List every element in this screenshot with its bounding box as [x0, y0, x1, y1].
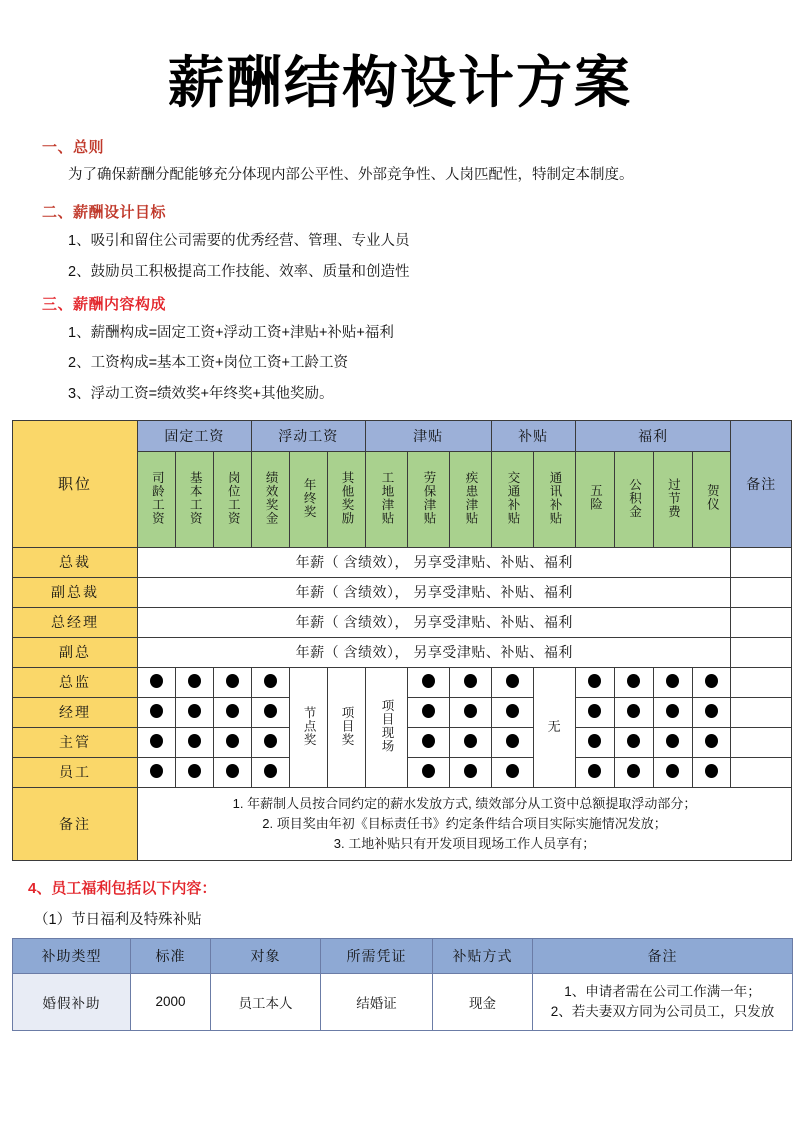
benefit-remark-0: [533, 973, 793, 1030]
filled-dot-icon: [588, 734, 601, 748]
salary-cell-员工-基本工资: [175, 757, 213, 787]
salary-cell-员工-绩效奖金: [251, 757, 289, 787]
filled-dot-icon: [188, 764, 201, 778]
salary-cell-主管-司龄工资: [138, 727, 176, 757]
filled-dot-icon: [150, 734, 163, 748]
salary-column-header-3: [251, 451, 289, 547]
salary-cell-经理-交通补贴: [491, 697, 533, 727]
salary-group-header-1: 浮动工资: [251, 420, 365, 451]
salary-group-header-2: 津贴: [365, 420, 491, 451]
filled-dot-icon: [588, 704, 601, 718]
salary-merged-label-其他奖励: 项目奖: [340, 705, 354, 747]
salary-cell-总监-过节费: [653, 667, 692, 697]
filled-dot-icon: [226, 704, 239, 718]
filled-dot-icon: [666, 734, 679, 748]
filled-dot-icon: [264, 674, 277, 688]
salary-cell-主管-疾患津贴: [449, 727, 491, 757]
salary-cell-总监-交通补贴: [491, 667, 533, 697]
filled-dot-icon: [264, 764, 277, 778]
salary-remark-cell-1: [731, 577, 792, 607]
benefit-type-0: 婚假补助: [13, 973, 131, 1030]
table-row: [13, 973, 793, 1030]
filled-dot-icon: [464, 734, 477, 748]
filled-dot-icon: [506, 674, 519, 688]
salary-column-label-13: 过节费: [666, 477, 681, 519]
filled-dot-icon: [464, 674, 477, 688]
salary-cell-总监-贺仪: [692, 667, 731, 697]
salary-column-label-7: 劳保津贴: [421, 470, 436, 525]
holiday-benefit-table: [12, 938, 793, 1031]
benefit-column-header-4: 补贴方式: [433, 938, 533, 973]
salary-annual-text-0: 年薪（ 含绩效）， 另享受津贴、补贴、福利: [138, 547, 731, 577]
salary-merged-cell-年终奖: [289, 667, 327, 787]
salary-remark-cell-员工: [731, 757, 792, 787]
salary-column-header-10: [533, 451, 575, 547]
salary-cell-经理-公积金: [614, 697, 653, 727]
salary-column-header-1: [175, 451, 213, 547]
salary-note-1: 1. 年薪制人员按合同约定的薪水发放方式, 绩效部分从工资中总额提取浮动部分；: [232, 795, 697, 811]
benefit-target-0: 员工本人: [211, 973, 321, 1030]
salary-column-header-5: [327, 451, 365, 547]
page-title: 薪酬结构设计方案: [168, 51, 632, 116]
filled-dot-icon: [188, 674, 201, 688]
salary-cell-员工-疾患津贴: [449, 757, 491, 787]
table-row: [13, 667, 792, 697]
salary-cell-员工-贺仪: [692, 757, 731, 787]
salary-structure-table: [12, 420, 792, 861]
salary-column-label-8: 疾患津贴: [464, 470, 479, 525]
salary-cell-员工-五险: [575, 757, 614, 787]
salary-cell-总监-劳保津贴: [407, 667, 449, 697]
filled-dot-icon: [464, 704, 477, 718]
salary-column-label-10: 通讯补贴: [548, 470, 563, 525]
benefit-method-0: 现金: [433, 973, 533, 1030]
salary-cell-主管-公积金: [614, 727, 653, 757]
salary-column-label-6: 工地津贴: [379, 470, 394, 525]
filled-dot-icon: [627, 674, 640, 688]
benefit-section-heading: 4、员工福利包括以下内容：: [28, 879, 217, 897]
salary-column-label-2: 岗位工资: [226, 470, 241, 525]
filled-dot-icon: [422, 704, 435, 718]
benefit-column-header-2: 对象: [211, 938, 321, 973]
filled-dot-icon: [506, 764, 519, 778]
salary-note-3: 3. 工地补贴只有开发项目现场工作人员享有；: [333, 835, 596, 851]
salary-position-副总: 副总: [13, 637, 138, 667]
salary-cell-主管-劳保津贴: [407, 727, 449, 757]
filled-dot-icon: [226, 734, 239, 748]
salary-position-总裁: 总裁: [13, 547, 138, 577]
salary-cell-经理-岗位工资: [213, 697, 251, 727]
salary-notes-cell: [138, 787, 792, 860]
filled-dot-icon: [188, 734, 201, 748]
salary-cell-经理-贺仪: [692, 697, 731, 727]
salary-cell-经理-劳保津贴: [407, 697, 449, 727]
section-3-paragraph-3: 3、浮动工资=绩效奖+年终奖+其他奖励。: [68, 386, 334, 403]
salary-merged-label-年终奖: 节点奖: [302, 705, 317, 747]
salary-cell-主管-基本工资: [175, 727, 213, 757]
salary-column-header-8: [449, 451, 491, 547]
filled-dot-icon: [226, 764, 239, 778]
salary-column-label-14: 贺仪: [705, 484, 720, 512]
salary-cell-总监-岗位工资: [213, 667, 251, 697]
filled-dot-icon: [506, 704, 519, 718]
filled-dot-icon: [264, 734, 277, 748]
section-2-paragraph-1: 1、吸引和留住公司需要的优秀经营、管理、专业人员: [68, 233, 410, 250]
filled-dot-icon: [666, 674, 679, 688]
filled-dot-icon: [422, 674, 435, 688]
salary-cell-总监-五险: [575, 667, 614, 697]
salary-column-header-14: [692, 451, 731, 547]
section-heading-2: 二、薪酬设计目标: [42, 204, 167, 222]
salary-cell-员工-司龄工资: [138, 757, 176, 787]
benefit-remark-line-2: 2、若夫妻双方同为公司员工，只发放: [550, 1003, 775, 1019]
table-row: [13, 547, 792, 577]
salary-cell-经理-基本工资: [175, 697, 213, 727]
salary-group-header-3: 补贴: [491, 420, 575, 451]
salary-column-label-11: 五险: [588, 484, 603, 512]
table-row: [13, 637, 792, 667]
salary-remark-cell-0: [731, 547, 792, 577]
benefit-subsection-heading: （1）节日福利及特殊补贴: [34, 911, 202, 928]
salary-merged-cell-通讯补贴: 无: [533, 667, 575, 787]
filled-dot-icon: [464, 764, 477, 778]
filled-dot-icon: [588, 764, 601, 778]
filled-dot-icon: [588, 674, 601, 688]
filled-dot-icon: [627, 734, 640, 748]
salary-cell-经理-疾患津贴: [449, 697, 491, 727]
filled-dot-icon: [150, 764, 163, 778]
section-3-paragraph-1: 1、薪酬构成=固定工资+浮动工资+津贴+补贴+福利: [68, 324, 394, 341]
benefit-column-header-5: 备注: [533, 938, 793, 973]
salary-column-header-7: [407, 451, 449, 547]
salary-cell-员工-公积金: [614, 757, 653, 787]
salary-column-label-12: 公积金: [627, 477, 642, 519]
salary-cell-经理-绩效奖金: [251, 697, 289, 727]
salary-column-header-9: [491, 451, 533, 547]
filled-dot-icon: [705, 734, 718, 748]
salary-position-主管: 主管: [13, 727, 138, 757]
salary-cell-主管-绩效奖金: [251, 727, 289, 757]
benefit-column-header-3: 所需凭证: [321, 938, 433, 973]
salary-cell-员工-过节费: [653, 757, 692, 787]
salary-cell-总监-疾患津贴: [449, 667, 491, 697]
salary-merged-label-工地津贴: 项目现场: [379, 698, 394, 753]
section-heading-3: 三、薪酬内容构成: [42, 295, 167, 313]
salary-notes-row: [13, 787, 792, 860]
filled-dot-icon: [150, 704, 163, 718]
benefit-column-header-0: 补助类型: [13, 938, 131, 973]
salary-remark-cell-经理: [731, 697, 792, 727]
filled-dot-icon: [188, 704, 201, 718]
filled-dot-icon: [705, 674, 718, 688]
benefit-standard-0: 2000: [131, 973, 211, 1030]
salary-column-header-2: [213, 451, 251, 547]
filled-dot-icon: [705, 704, 718, 718]
salary-table-position-header: 职位: [13, 420, 138, 547]
salary-cell-主管-岗位工资: [213, 727, 251, 757]
salary-column-label-4: 年终奖: [302, 477, 317, 519]
benefit-proof-0: 结婚证: [321, 973, 433, 1030]
salary-cell-总监-绩效奖金: [251, 667, 289, 697]
filled-dot-icon: [422, 734, 435, 748]
benefit-table-header-row: [13, 938, 793, 973]
salary-cell-员工-交通补贴: [491, 757, 533, 787]
salary-cell-主管-过节费: [653, 727, 692, 757]
salary-annual-text-1: 年薪（ 含绩效）， 另享受津贴、补贴、福利: [138, 577, 731, 607]
salary-position-员工: 员工: [13, 757, 138, 787]
salary-notes-header: 备注: [13, 787, 138, 860]
salary-cell-经理-司龄工资: [138, 697, 176, 727]
filled-dot-icon: [705, 764, 718, 778]
salary-merged-cell-其他奖励: [327, 667, 365, 787]
salary-column-header-12: [614, 451, 653, 547]
salary-cell-主管-贺仪: [692, 727, 731, 757]
salary-cell-经理-五险: [575, 697, 614, 727]
section-2-paragraph-2: 2、鼓励员工积极提高工作技能、效率、质量和创造性: [68, 263, 410, 280]
salary-column-label-3: 绩效奖金: [264, 470, 279, 525]
document-body: [0, 136, 800, 406]
salary-column-header-11: [575, 451, 614, 547]
section-heading-1: 一、总则: [42, 139, 105, 157]
salary-note-2: 2. 项目奖由年初《目标责任书》约定条件结合项目实际实施情况发放；: [262, 815, 667, 831]
salary-cell-主管-交通补贴: [491, 727, 533, 757]
filled-dot-icon: [506, 734, 519, 748]
salary-column-label-1: 基本工资: [188, 470, 203, 525]
salary-position-经理: 经理: [13, 697, 138, 727]
filled-dot-icon: [627, 764, 640, 778]
salary-merged-cell-工地津贴: [365, 667, 407, 787]
salary-cell-总监-基本工资: [175, 667, 213, 697]
salary-position-副总裁: 副总裁: [13, 577, 138, 607]
salary-cell-员工-岗位工资: [213, 757, 251, 787]
salary-remark-cell-主管: [731, 727, 792, 757]
salary-table-remark-header: 备注: [731, 420, 792, 547]
salary-cell-主管-五险: [575, 727, 614, 757]
filled-dot-icon: [226, 674, 239, 688]
salary-cell-总监-司龄工资: [138, 667, 176, 697]
salary-cell-员工-劳保津贴: [407, 757, 449, 787]
salary-column-header-6: [365, 451, 407, 547]
benefit-column-header-1: 标准: [131, 938, 211, 973]
salary-position-总经理: 总经理: [13, 607, 138, 637]
filled-dot-icon: [264, 704, 277, 718]
salary-column-label-9: 交通补贴: [506, 470, 521, 525]
salary-remark-cell-总监: [731, 667, 792, 697]
filled-dot-icon: [666, 764, 679, 778]
salary-annual-text-3: 年薪（ 含绩效）， 另享受津贴、补贴、福利: [138, 637, 731, 667]
table-row: [13, 577, 792, 607]
salary-column-label-5: 其他奖励: [340, 470, 354, 525]
salary-cell-总监-公积金: [614, 667, 653, 697]
table-row: [13, 607, 792, 637]
salary-column-header-4: [289, 451, 327, 547]
section-1-paragraph-1: 为了确保薪酬分配能够充分体现内部公平性、外部竞争性、人岗匹配性，特制定本制度。: [68, 167, 634, 184]
section-3-paragraph-2: 2、工资构成=基本工资+岗位工资+工龄工资: [68, 355, 348, 372]
salary-position-总监: 总监: [13, 667, 138, 697]
salary-group-header-0: 固定工资: [138, 420, 252, 451]
salary-column-header-0: [138, 451, 176, 547]
benefit-remark-line-1: 1、申请者需在公司工作满一年；: [564, 983, 761, 999]
filled-dot-icon: [150, 674, 163, 688]
filled-dot-icon: [422, 764, 435, 778]
salary-group-header-4: 福利: [575, 420, 731, 451]
salary-annual-text-2: 年薪（ 含绩效）， 另享受津贴、补贴、福利: [138, 607, 731, 637]
filled-dot-icon: [627, 704, 640, 718]
filled-dot-icon: [666, 704, 679, 718]
salary-table-group-header-row: [13, 420, 792, 451]
salary-column-header-13: [653, 451, 692, 547]
salary-remark-cell-2: [731, 607, 792, 637]
salary-cell-经理-过节费: [653, 697, 692, 727]
salary-remark-cell-3: [731, 637, 792, 667]
salary-column-label-0: 司龄工资: [150, 470, 165, 525]
